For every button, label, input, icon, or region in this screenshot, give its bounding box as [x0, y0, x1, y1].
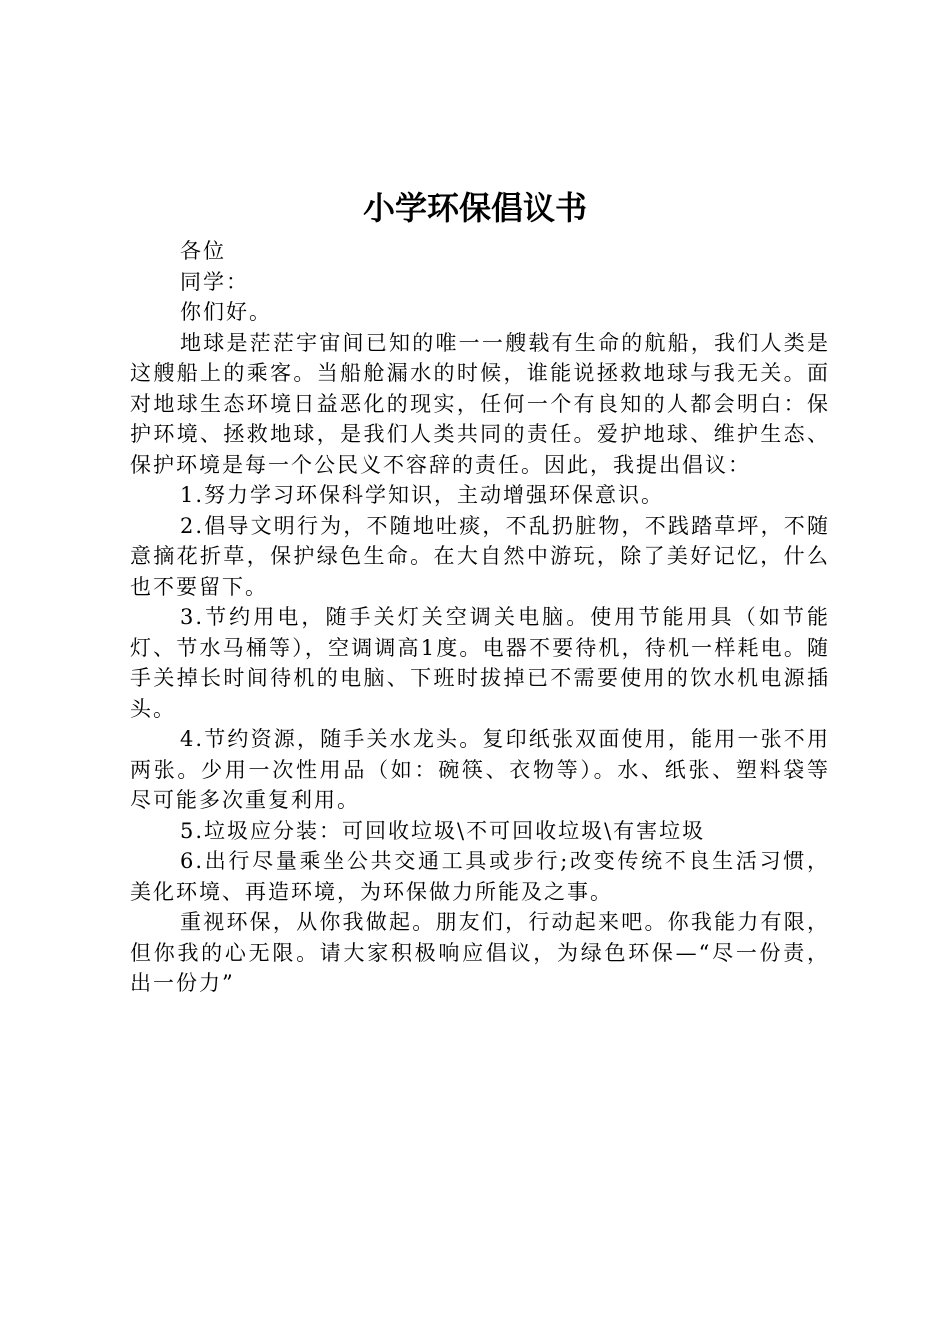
proposal-item-1: 1.努力学习环保科学知识，主动增强环保意识。 — [180, 483, 665, 507]
salutation-line-2: 同学： — [180, 269, 249, 294]
document-title: 小学环保倡议书 — [362, 189, 587, 227]
proposal-item-6: 6.出行尽量乘坐公共交通工具或步行;改变传统不良生活习惯，美化环境、再造环境，为环保做力所能及之事。 — [130, 849, 830, 904]
proposal-item-4: 4.节约资源，随手关水龙头。复印纸张双面使用，能用一张不用两张。少用一次性用品（如：碗筷、衣物等）。水、纸张、塑料袋等尽可能多次重复利用。 — [130, 727, 830, 812]
document-body — [130, 236, 830, 999]
proposal-item-5: 5.垃圾应分装：可回收垃圾\不可回收垃圾\有害垃圾 — [180, 818, 706, 843]
salutation-line-1: 各位 — [180, 239, 226, 263]
proposal-item-3: 3.节约用电，随手关灯关空调关电脑。使用节能用具（如节能灯、节水马桶等），空调调高1度。电器不要待机，待机一样耗电。随手关掉长时间待机的电脑、下班时拔掉已不需要使用的饮水机电源插头。 — [130, 605, 830, 721]
intro-paragraph: 地球是茫茫宇宙间已知的唯一一艘载有生命的航船，我们人类是这艘船上的乘客。当船舱漏水的时候，谁能说拯救地球与我无关。面对地球生态环境日益恶化的现实，任何一个有良知的人都会明白：保护环境、拯救地球，是我们人类共同的责任。爱护地球、维护生态、保护环境是每一个公民义不容辞的责任。因此，我提出倡议： — [130, 330, 830, 477]
greeting: 你们好。 — [180, 300, 272, 324]
closing-paragraph: 重视环保，从你我做起。朋友们，行动起来吧。你我能力有限，但你我的心无限。请大家积极响应倡议，为绿色环保—“尽一份责，出一份力” — [130, 910, 830, 995]
proposal-item-2: 2.倡导文明行为，不随地吐痰，不乱扔脏物，不践踏草坪，不随意摘花折草，保护绿色生命。在大自然中游玩，除了美好记忆，什么也不要留下。 — [130, 513, 830, 599]
